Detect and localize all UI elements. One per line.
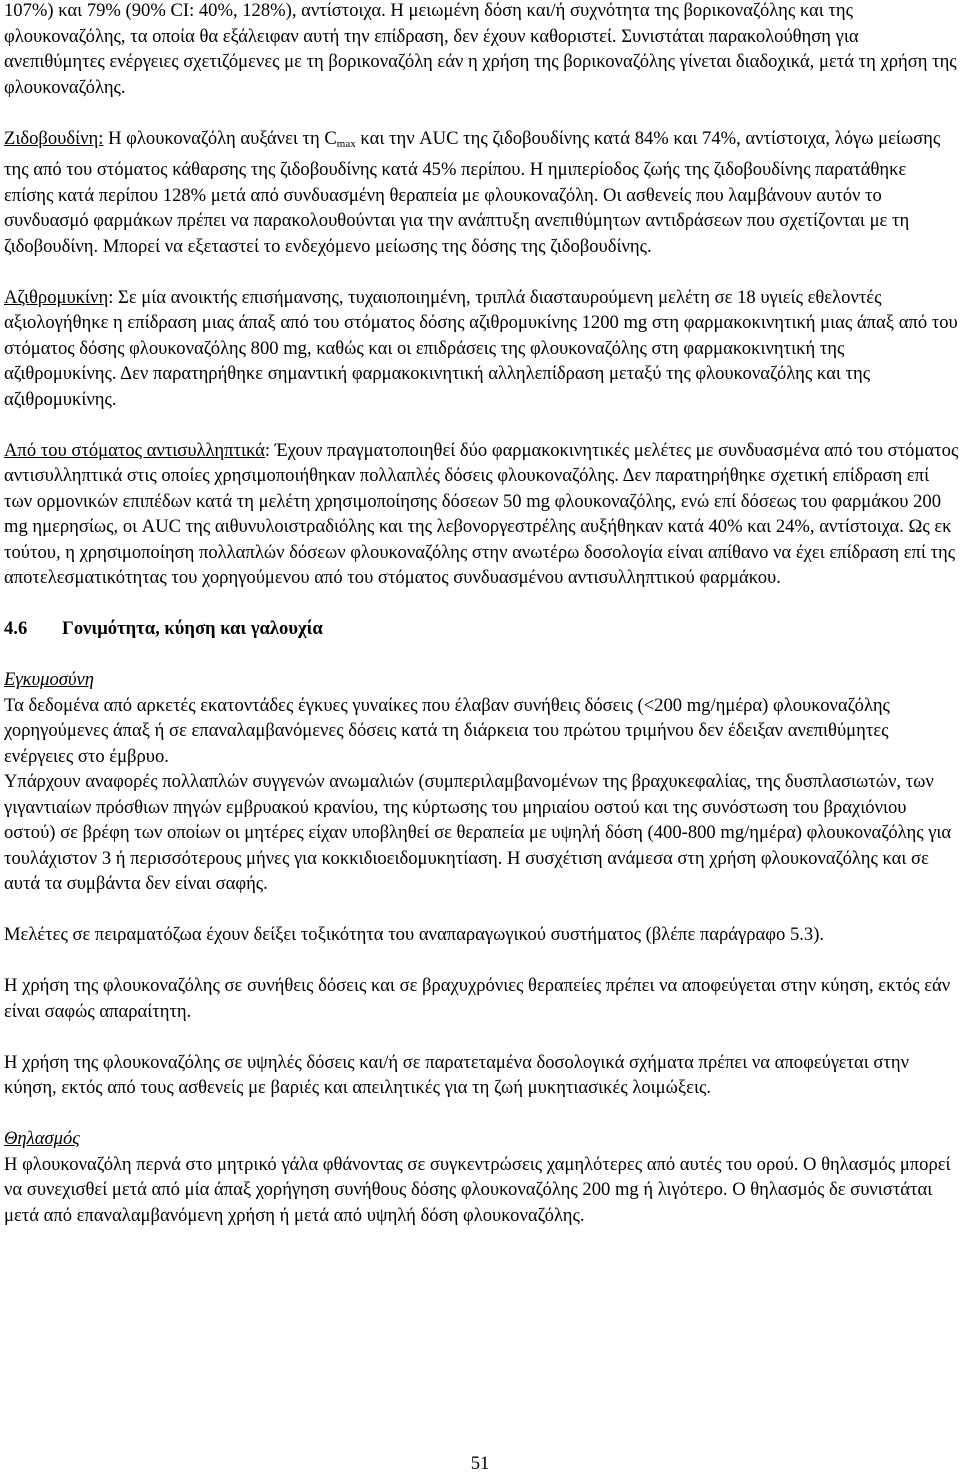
zidovudine-label: Ζιδοβουδίνη: bbox=[4, 127, 104, 149]
paragraph-voriconazole: 107%) και 79% (90% CI: 40%, 128%), αντίστοιχα. Η μειωμένη δόση και/ή συχνότητα της βορικοναζόλης και της φλουκοναζόλης, τα οποία θα εξάλειφαν αυτή την επίδραση, δεν έχουν καθοριστεί. Συνιστάται παρακολούθηση για ανεπιθύμητες ενέργειες σχετιζόμενες με τη βορικοναζόλη εάν η χρήση της βορικοναζόλης γίνεται διαδοχικά, μετά τη χρήση της φλουκοναζόλης. bbox=[4, 0, 957, 98]
paragraph-animal-studies: Μελέτες σε πειραματόζωα έχουν δείξει τοξικότητα του αναπαραγωγικού συστήματος (βλέπε παράγραφο 5.3). bbox=[4, 924, 825, 945]
paragraph-usual-doses: Η χρήση της φλουκοναζόλης σε συνήθεις δόσεις και σε βραχυχρόνιες θεραπείες πρέπει να αποφεύγεται στην κύηση, εκτός εάν είναι σαφώς απαραίτητη. bbox=[4, 975, 951, 1022]
paragraph-oral-contraceptives bbox=[4, 438, 959, 591]
section-title: Γονιμότητα, κύηση και γαλουχία bbox=[62, 618, 323, 639]
paragraph-breastfeeding: Η φλουκοναζόλη περνά στο μητρικό γάλα φθάνοντας σε συγκεντρώσεις χαμηλότερες από αυτές του ορού. Ο θηλασμός μπορεί να συνεχισθεί μετά από μία άπαξ χορήγηση συνήθους δόσης φλουκοναζόλης 200 mg ή λιγότερο. Ο θηλασμός δε συνιστάται μετά από επαναλαμβανόμενη χρήση ή μετά από υψηλή δόση φλουκοναζόλης. bbox=[4, 1153, 951, 1226]
azithromycin-label: Αζιθρομυκίνη bbox=[4, 286, 109, 308]
paragraph-pregnancy-data: Τα δεδομένα από αρκετές εκατοντάδες έγκυες γυναίκες που έλαβαν συνήθεις δόσεις (<200 mg/ημέρα) φλουκοναζόλης χορηγούμενες άπαξ ή σε επαναλαμβανόμενες δόσεις κατά τη διάρκεια του πρώτου τριμήνου δεν έδειξαν ανεπιθύμητες ενέργειες στο έμβρυο. bbox=[4, 694, 890, 767]
oral-contraceptives-text: : Έχουν πραγματοποιηθεί δύο φαρμακοκινητικές μελέτες με συνδυασμένα από του στόματος αντισυλληπτικά στις οποίες χρησιμοποιήθηκαν πολλαπλές δόσεις φλουκοναζόλης. Δεν παρατηρήθηκε σχετική επίδραση επί των ορμονικών επιπέδων κατά τη μελέτη χρησιμοποίησης δόσεων 50 mg φλουκοναζόλης, ενώ επί δόσεως του φαρμάκου 200 mg ημερησίως, οι AUC της αιθυνυλοιστραδιόλης και της λεβονοργεστρέλης αυξήθηκαν κατά 40% και 24%, αντίστοιχα. Ως εκ τούτου, η χρησιμοποίηση πολλαπλών δόσεων φλουκοναζόλης στην ανωτέρω δοσολογία είναι απίθανο να έχει επίδραση επί της αποτελεσματικότητας του χορηγούμενου από του στόματος συνδυασμένου αντισυλληπτικού φαρμάκου. bbox=[4, 439, 959, 588]
document-body bbox=[4, 0, 959, 1228]
zidovudine-text-a: Η φλουκοναζόλη αυξάνει τη C bbox=[103, 127, 337, 149]
subheading-breastfeeding: Θηλασμός bbox=[4, 1128, 80, 1149]
subheading-pregnancy: Εγκυμοσύνη bbox=[4, 669, 94, 690]
azithromycin-text: : Σε μία ανοικτής επισήμανσης, τυχαιοποιημένη, τριπλά διασταυρούμενη μελέτη σε 18 υγιείς εθελοντές αξιολογήθηκε η επίδραση μιας άπαξ από του στόματος δόσης αζιθρομυκίνης 1200 mg στη φαρμακοκινητική μιας άπαξ από του στόματος δόσης φλουκοναζόλης 800 mg, καθώς και οι επιδράσεις της φλουκοναζόλης στη φαρμακοκινητική της αζιθρομυκίνης. Δεν παρατηρήθηκε σημαντική φαρμακοκινητική αλληλεπίδραση μεταξύ της φλουκοναζόλης και της αζιθρομυκίνης. bbox=[4, 286, 958, 410]
paragraph-zidovudine bbox=[4, 126, 959, 260]
section-heading bbox=[4, 616, 959, 642]
paragraph-azithromycin bbox=[4, 285, 959, 413]
cmax-subscript: max bbox=[336, 137, 356, 150]
section-number: 4.6 bbox=[4, 618, 28, 639]
zidovudine-text-b: και την AUC της ζιδοβουδίνης κατά 84% και 74%, αντίστοιχα, λόγω μείωσης της από του στόματος κάθαρσης της ζιδοβουδίνης κατά 45% περίπου. Η ημιπερίοδος ζωής της ζιδοβουδίνης παρατάθηκε επίσης κατά περίπου 128% μετά από συνδυασμένη θεραπεία με φλουκοναζόλη. Οι ασθενείς που λαμβάνουν αυτόν το συνδυασμό φαρμάκων πρέπει να παρακολουθούνται για την ανάπτυξη ανεπιθύμητων αντιδράσεων που σχετίζονται με τη ζιδοβουδίνη. Μπορεί να εξεταστεί το ενδεχόμενο μείωσης της δόσης της ζιδοβουδίνης. bbox=[4, 127, 941, 257]
paragraph-congenital-anomalies: Υπάρχουν αναφορές πολλαπλών συγγενών ανωμαλιών (συμπεριλαμβανομένων της βραχυκεφαλίας, της δυσπλασιωτών, των γιγαντιαίων πρόσθιων πηγών εμβρυακού κρανίου, της κύρτωσης του μηριαίου οστού και της συνόστωση του βραχιόνιου οστού) σε βρέφη των οποίων οι μητέρες είχαν υποβληθεί σε θεραπεία με υψηλή δόση (400-800 mg/ημέρα) φλουκοναζόλης για τουλάχιστον 3 ή περισσότερους μήνες για κοκκιδιοειδομυκητίαση. Η συσχέτιση ανάμεσα στη χρήση φλουκοναζόλης και σε αυτά τα συμβάντα δεν είναι σαφής. bbox=[4, 771, 952, 894]
page-number: 51 bbox=[470, 1453, 490, 1474]
oral-contraceptives-label: Από του στόματος αντισυλληπτικά bbox=[4, 439, 265, 461]
paragraph-high-doses: Η χρήση της φλουκοναζόλης σε υψηλές δόσεις και/ή σε παρατεταμένα δοσολογικά σχήματα πρέπει να αποφεύγεται στην κύηση, εκτός από τους ασθενείς με βαριές και απειλητικές για τη ζωή μυκητιασικές λοιμώξεις. bbox=[4, 1051, 910, 1098]
